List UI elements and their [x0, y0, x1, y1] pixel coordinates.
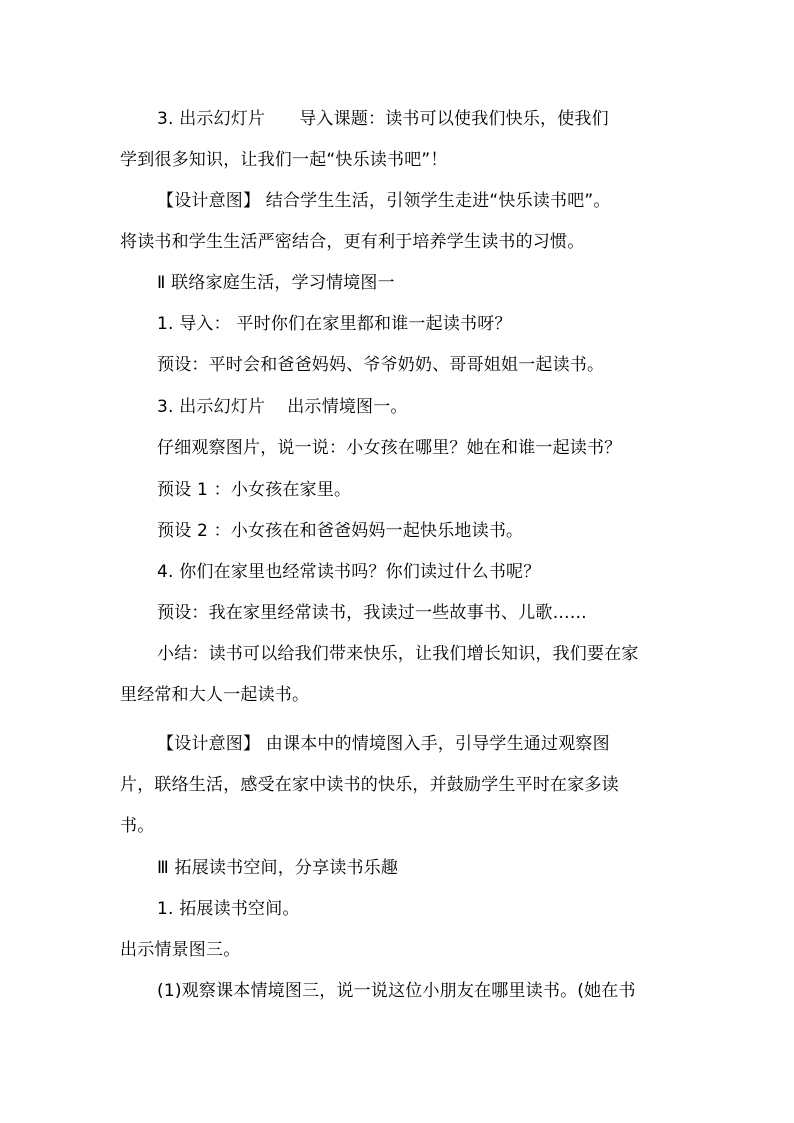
line-segment: 出示情境图一。 — [287, 397, 408, 417]
line-segment: 3. 出示幻灯片 — [157, 397, 266, 417]
text-line: 小结：读书可以给我们带来快乐，让我们增长知识，我们要在家 — [157, 644, 639, 664]
text-line — [157, 396, 717, 418]
text-line: 出示情景图三。 — [120, 940, 241, 960]
text-line: 1. 导入： 平时你们在家里都和谁一起读书呀？ — [157, 314, 512, 334]
text-line: 书。 — [120, 816, 155, 836]
section-heading: Ⅲ 拓展读书空间，分享读书乐趣 — [157, 858, 399, 878]
text-line: 4. 你们在家里也经常读书吗？你们读过什么书呢？ — [157, 562, 541, 582]
line-segment: 导入课题：读书可以使我们快乐，使我们 — [299, 109, 609, 129]
text-line: 【设计意图】 由课本中的情境图入手，引导学生通过观察图 — [157, 734, 610, 754]
line-segment: 3. 出示幻灯片 — [157, 109, 266, 129]
text-line — [157, 108, 717, 130]
text-line: 将读书和学生生活严密结合，更有利于培养学生读书的习惯。 — [120, 232, 585, 252]
text-line: 1. 拓展读书空间。 — [157, 899, 300, 919]
text-line: 预设 1 ：小女孩在家里。 — [157, 480, 352, 500]
text-line: 【设计意图】 结合学生生活，引领学生走进“快乐读书吧”。 — [157, 191, 611, 211]
section-heading: Ⅱ 联络家庭生活，学习情境图一 — [157, 273, 395, 293]
text-line: 预设：我在家里经常读书，我读过一些故事书、儿歌…… — [157, 603, 587, 623]
text-line: (1)观察课本情境图三，说一说这位小朋友在哪里读书。(她在书 — [157, 981, 636, 1001]
text-line: 预设 2 ：小女孩在和爸爸妈妈一起快乐地读书。 — [157, 521, 524, 541]
text-line: 片，联络生活，感受在家中读书的快乐，并鼓励学生平时在家多读 — [120, 775, 619, 795]
text-line: 学到很多知识，让我们一起“快乐读书吧”！ — [120, 150, 448, 170]
text-line: 里经常和大人一起读书。 — [120, 685, 310, 705]
text-line: 仔细观察图片，说一说：小女孩在哪里？她在和谁一起读书？ — [157, 438, 622, 458]
text-line: 预设：平时会和爸爸妈妈、爷爷奶奶、哥哥姐姐一起读书。 — [157, 355, 605, 375]
